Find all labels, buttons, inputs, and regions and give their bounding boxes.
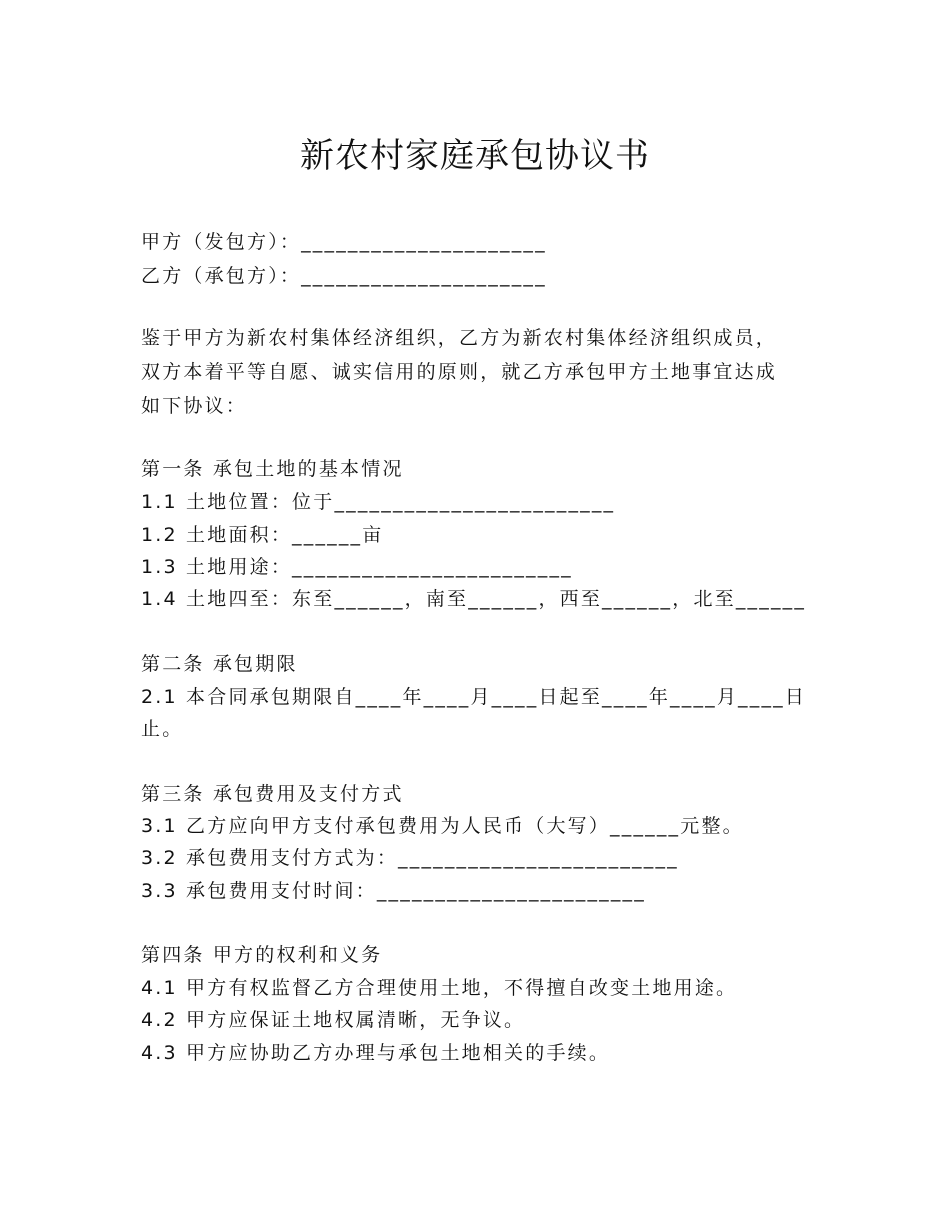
article2-item-1-cont: 止。 [141, 718, 184, 740]
preamble-line-1: 鉴于甲方为新农村集体经济组织，乙方为新农村集体经济组织成员， [141, 327, 778, 349]
preamble-line-3: 如下协议： [141, 395, 248, 417]
party-b-line: 乙方（承包方）：_____________________ [141, 265, 547, 287]
party-a-line: 甲方（发包方）：_____________________ [141, 231, 547, 253]
article1-item-4: 1.4 土地四至：东至______，南至______，西至______，北至______ [141, 588, 807, 610]
article4-item-2: 4.2 甲方应保证土地权属清晰，无争议。 [141, 1009, 526, 1031]
article1-item-3: 1.3 土地用途：________________________ [141, 556, 573, 578]
article3-item-2: 3.2 承包费用支付方式为：________________________ [141, 847, 679, 869]
article2-heading: 第二条 承包期限 [141, 653, 298, 675]
article4-heading: 第四条 甲方的权利和义务 [141, 944, 383, 966]
article1-item-1: 1.1 土地位置：位于________________________ [141, 491, 616, 513]
article2-item-1: 2.1 本合同承包期限自____年____月____日起至____年____月____日 [141, 686, 807, 708]
article4-item-1: 4.1 甲方有权监督乙方合理使用土地，不得擅自改变土地用途。 [141, 977, 738, 999]
article4-item-3: 4.3 甲方应协助乙方办理与承包土地相关的手续。 [141, 1042, 611, 1064]
article1-heading: 第一条 承包土地的基本情况 [141, 458, 404, 480]
article3-item-3: 3.3 承包费用支付时间：_______________________ [141, 880, 646, 902]
article1-item-2: 1.2 土地面积：______亩 [141, 524, 384, 546]
article3-heading: 第三条 承包费用及支付方式 [141, 783, 404, 805]
document-title: 新农村家庭承包协议书 [300, 136, 650, 176]
preamble-line-2: 双方本着平等自愿、诚实信用的原则，就乙方承包甲方土地事宜达成 [141, 361, 778, 383]
article3-item-1: 3.1 乙方应向甲方支付承包费用为人民币（大写）______元整。 [141, 815, 744, 837]
